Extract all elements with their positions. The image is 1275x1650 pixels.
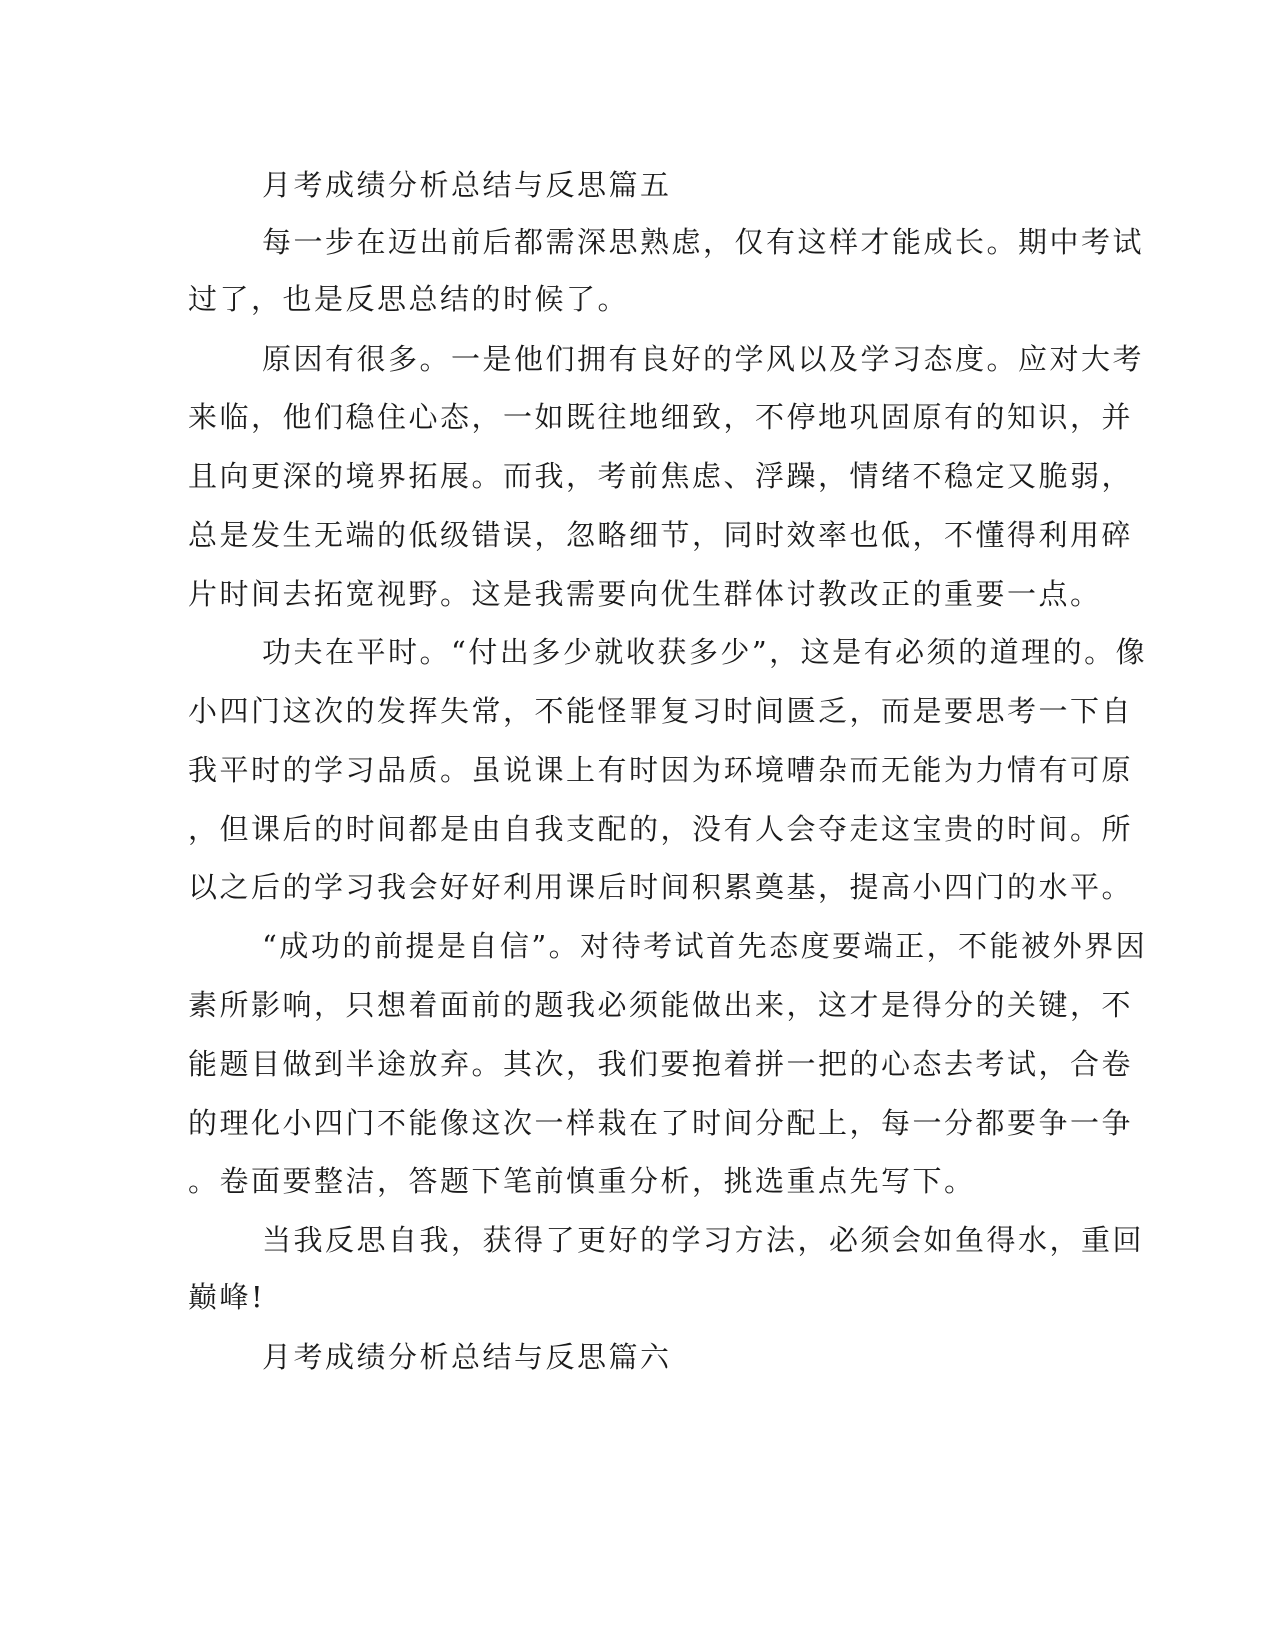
paragraph-line: 巅峰! [188, 1280, 266, 1314]
paragraph-line: 总是发生无端的低级错误，忽略细节，同时效率也低，不懂得利用碎 [188, 518, 1134, 552]
paragraph-line: 能题目做到半途放弃。其次，我们要抱着拼一把的心态去考试，合卷 [188, 1047, 1134, 1081]
paragraph-line: 。卷面要整洁，答题下笔前慎重分析，挑选重点先写下。 [188, 1164, 976, 1198]
paragraph-line: 原因有很多。一是他们拥有良好的学风以及学习态度。应对大考 [262, 342, 1145, 376]
paragraph-line: “成功的前提是自信”。对待考试首先态度要端正，不能被外界因 [262, 929, 1148, 963]
paragraph-line: 功夫在平时。“付出多少就收获多少”，这是有必须的道理的。像 [262, 635, 1148, 669]
paragraph-line: 片时间去拓宽视野。这是我需要向优生群体讨教改正的重要一点。 [188, 577, 1102, 611]
paragraph-line: 小四门这次的发挥失常，不能怪罪复习时间匮乏，而是要思考一下自 [188, 694, 1134, 728]
paragraph-line: 当我反思自我，获得了更好的学习方法，必须会如鱼得水，重回 [262, 1223, 1145, 1257]
paragraph-line: 的理化小四门不能像这次一样栽在了时间分配上，每一分都要争一争 [188, 1106, 1134, 1140]
section-heading-6: 月考成绩分析总结与反思篇六 [262, 1340, 672, 1374]
paragraph-line: 我平时的学习品质。虽说课上有时因为环境嘈杂而无能为力情有可原 [188, 753, 1134, 787]
section-heading-5: 月考成绩分析总结与反思篇五 [262, 168, 672, 202]
paragraph-line: ，但课后的时间都是由自我支配的，没有人会夺走这宝贵的时间。所 [188, 812, 1134, 846]
paragraph-line: 过了，也是反思总结的时候了。 [188, 282, 630, 316]
paragraph-line: 且向更深的境界拓展。而我，考前焦虑、浮躁，情绪不稳定又脆弱， [188, 459, 1134, 493]
paragraph-line: 素所影响，只想着面前的题我必须能做出来，这才是得分的关键，不 [188, 988, 1134, 1022]
paragraph-line: 来临，他们稳住心态，一如既往地细致，不停地巩固原有的知识，并 [188, 400, 1134, 434]
paragraph-line: 每一步在迈出前后都需深思熟虑，仅有这样才能成长。期中考试 [262, 225, 1145, 259]
paragraph-line: 以之后的学习我会好好利用课后时间积累奠基，提高小四门的水平。 [188, 870, 1134, 904]
